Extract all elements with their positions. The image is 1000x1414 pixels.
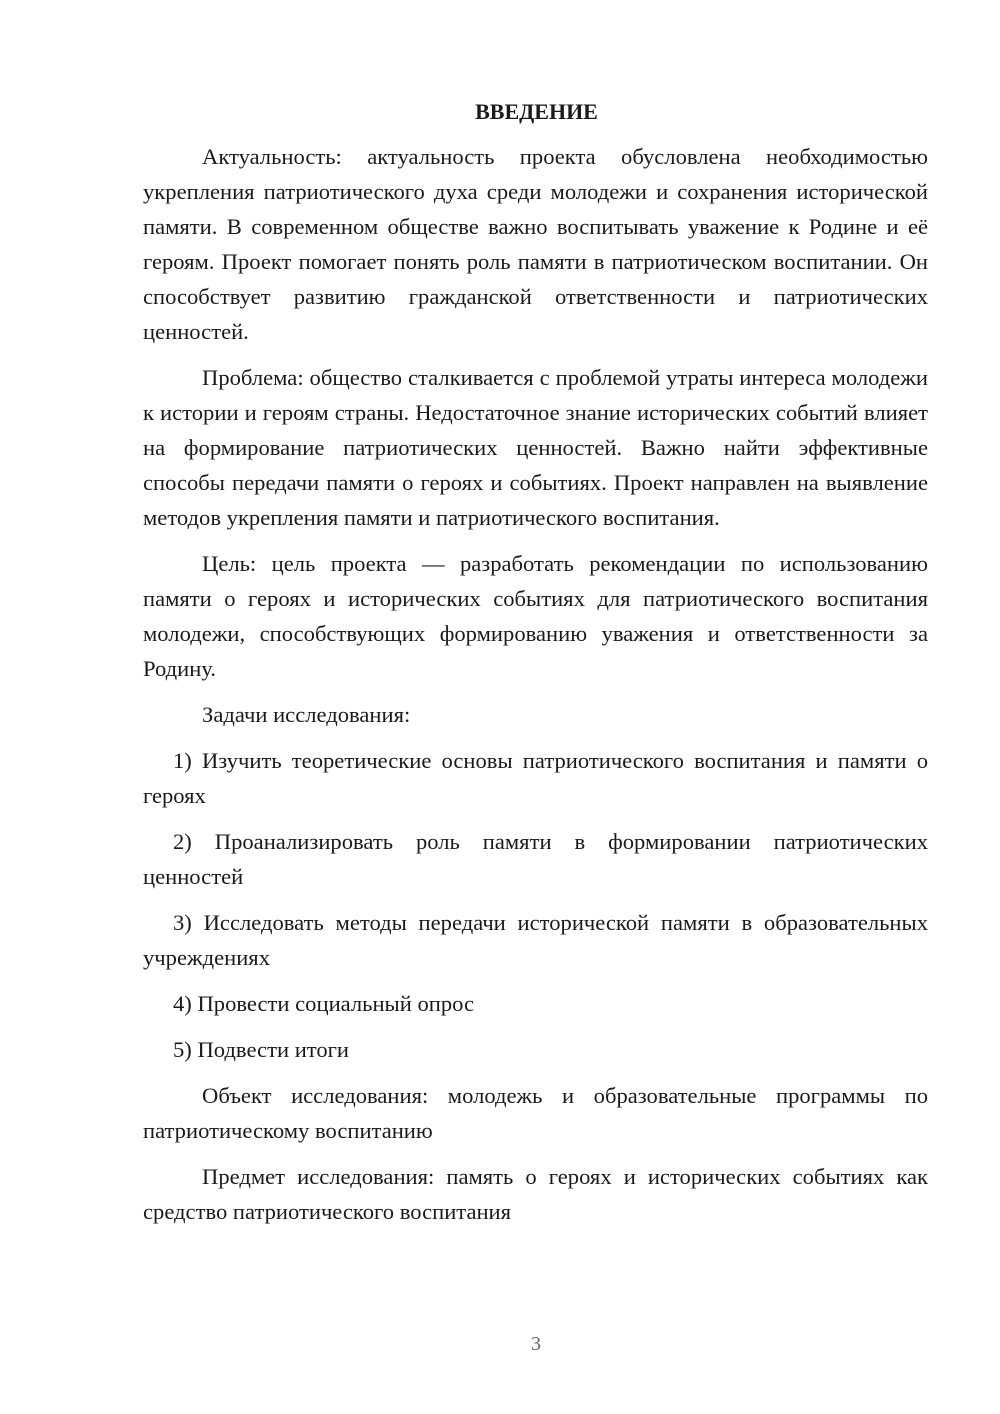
document-body	[143, 94, 928, 1240]
page-number: 3	[531, 1333, 541, 1355]
task-item: 1) Изучить теоретические основы патриотического воспитания и памяти о героях	[143, 748, 928, 808]
tasks-heading: Задачи исследования:	[202, 702, 411, 727]
section-title: ВВЕДЕНИЕ	[475, 99, 598, 124]
relevance-paragraph: Актуальность: актуальность проекта обусловлена необходимостью укрепления патриотического духа среди молодежи и сохранения исторической памяти. В современном обществе важно воспитывать уважение к Родине и её героям. Проект помогает понять роль памяти в патриотическом воспитании. Он способствует развитию гражданской ответственности и патриотических ценностей.	[143, 144, 928, 344]
research-subject-paragraph: Предмет исследования: память о героях и исторических событиях как средство патриотического воспитания	[143, 1164, 928, 1224]
task-item: 5) Подвести итоги	[173, 1037, 350, 1062]
problem-paragraph: Проблема: общество сталкивается с проблемой утраты интереса молодежи к истории и героям страны. Недостаточное знание исторических событий влияет на формирование патриотических ценностей. Важно найти эффективные способы передачи памяти о героях и событиях. Проект направлен на выявление методов укрепления памяти и патриотического воспитания.	[143, 365, 928, 530]
task-item: 2) Проанализировать роль памяти в формировании патриотических ценностей	[143, 829, 928, 889]
goal-paragraph: Цель: цель проекта — разработать рекомендации по использованию памяти о героях и исторических событиях для патриотического воспитания молодежи, способствующих формированию уважения и ответственности за Родину.	[143, 551, 928, 681]
task-item: 3) Исследовать методы передачи исторической памяти в образовательных учреждениях	[143, 910, 928, 970]
research-object-paragraph: Объект исследования: молодежь и образовательные программы по патриотическому воспитанию	[143, 1083, 928, 1143]
task-item: 4) Провести социальный опрос	[173, 991, 475, 1016]
